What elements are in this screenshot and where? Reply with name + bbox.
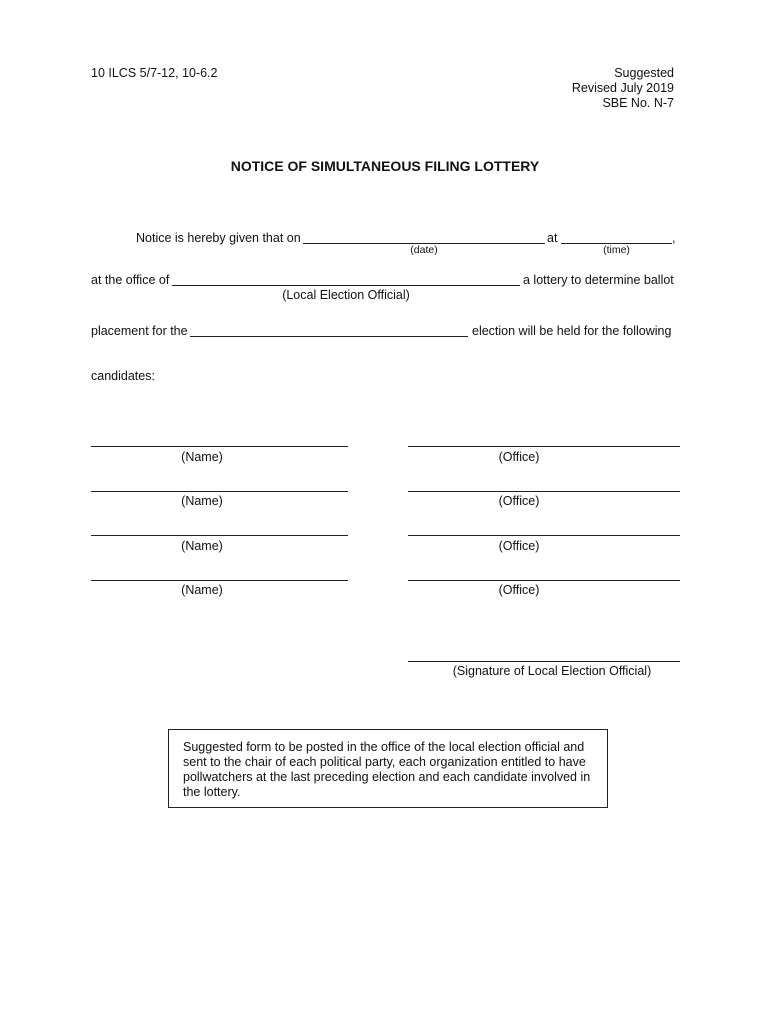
at-text: at: [547, 231, 558, 245]
office-field-line[interactable]: [172, 285, 520, 286]
candidate-name-label: (Name): [181, 539, 223, 553]
candidate-office-line[interactable]: [408, 580, 680, 581]
form-revision-block: [572, 66, 674, 111]
candidates-label: candidates:: [91, 369, 155, 383]
candidate-name-label: (Name): [181, 583, 223, 597]
candidate-office-line[interactable]: [408, 491, 680, 492]
lottery-text: a lottery to determine ballot: [523, 273, 674, 287]
candidate-name-line[interactable]: [91, 535, 348, 536]
candidate-name-label: (Name): [181, 450, 223, 464]
notice-intro-text: Notice is hereby given that on: [136, 231, 301, 245]
signature-label: (Signature of Local Election Official): [452, 664, 652, 678]
candidate-name-line[interactable]: [91, 446, 348, 447]
form-number: SBE No. N-7: [602, 96, 674, 110]
candidate-office-label: (Office): [498, 539, 540, 553]
candidate-office-label: (Office): [498, 583, 540, 597]
candidate-office-line[interactable]: [408, 535, 680, 536]
placement-prefix-text: placement for the: [91, 324, 188, 338]
candidate-name-line[interactable]: [91, 491, 348, 492]
suggested-label: Suggested: [614, 66, 674, 80]
candidate-name-label: (Name): [181, 494, 223, 508]
office-prefix-text: at the office of: [91, 273, 170, 287]
candidate-office-line[interactable]: [408, 446, 680, 447]
revision-date: Revised July 2019: [571, 81, 674, 95]
official-label: (Local Election Official): [282, 288, 410, 302]
election-suffix-text: election will be held for the following: [472, 324, 672, 338]
candidate-office-label: (Office): [498, 450, 540, 464]
posting-instructions-box: Suggested form to be posted in the office of the local election official and sent to the chair of each political party, each organization entitled to have pollwatchers at the last preceding election and each candidate involved in the lottery.: [168, 729, 608, 808]
time-label: (time): [603, 244, 630, 256]
candidate-name-line[interactable]: [91, 580, 348, 581]
statute-citation: 10 ILCS 5/7-12, 10-6.2: [91, 66, 218, 80]
signature-line[interactable]: [408, 661, 680, 662]
document-title: NOTICE OF SIMULTANEOUS FILING LOTTERY: [230, 158, 540, 174]
comma-text: ,: [672, 231, 676, 245]
date-label: (date): [410, 244, 438, 256]
candidate-office-label: (Office): [498, 494, 540, 508]
election-field-line[interactable]: [190, 336, 468, 337]
